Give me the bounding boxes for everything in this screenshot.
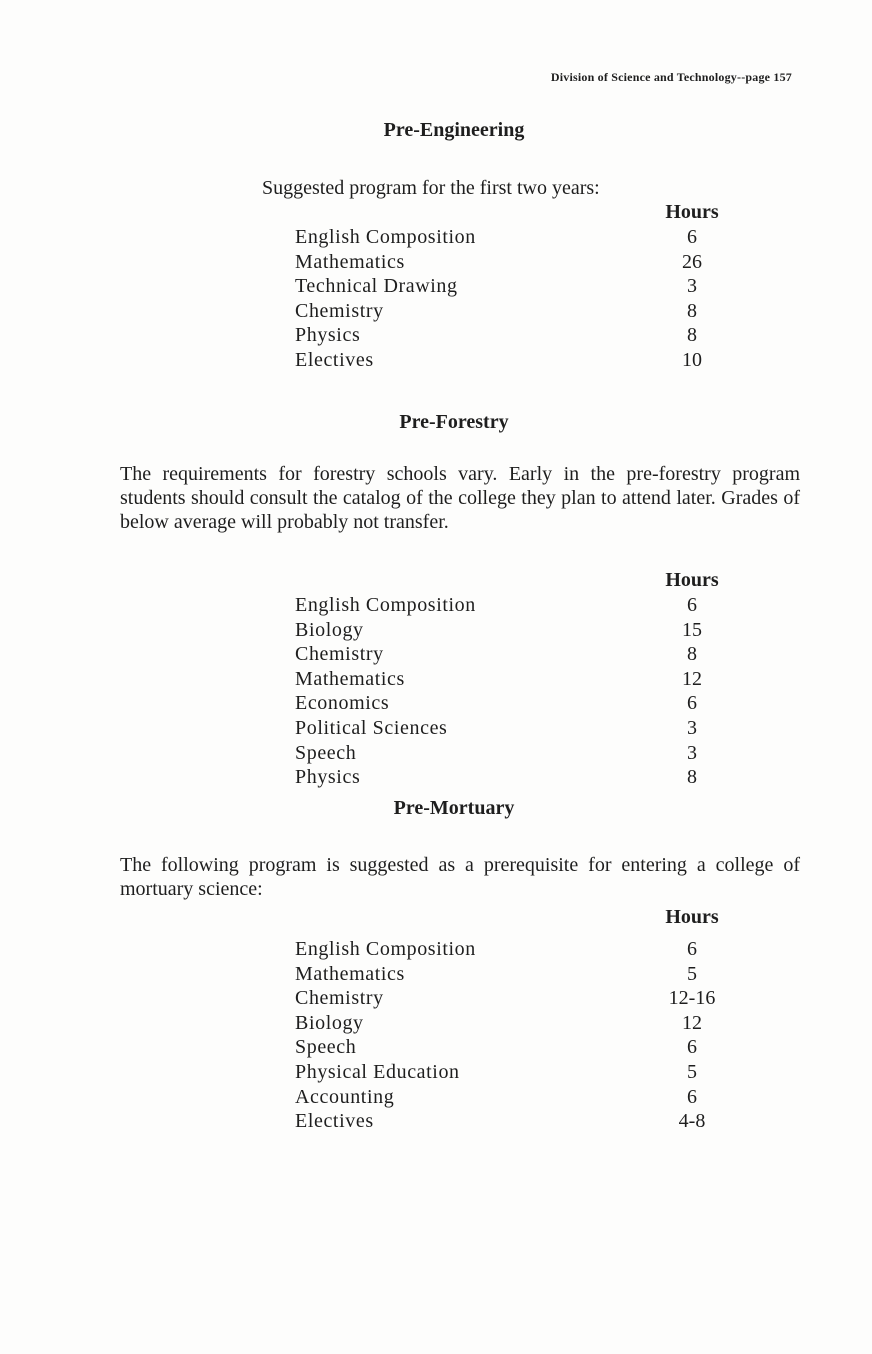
course-hours: 15 (682, 618, 702, 641)
course-name: Physics (295, 766, 361, 789)
course-name: Physics (295, 324, 361, 347)
course-hours: 5 (687, 962, 697, 985)
hours-column-header: Hours (665, 201, 719, 223)
course-row (295, 691, 735, 716)
course-name: Biology (295, 618, 364, 641)
course-name: Mathematics (295, 667, 405, 690)
course-hours: 6 (687, 226, 697, 248)
course-name: Speech (295, 1036, 357, 1059)
section-paragraph-pre-mortuary: The following program is suggested as a prerequisite for entering a college of mortuary science: (120, 854, 800, 900)
course-row (295, 1035, 735, 1060)
course-name: English Composition (295, 594, 476, 616)
course-row (295, 274, 735, 299)
course-hours: 12-16 (668, 987, 716, 1010)
course-name: Biology (295, 1011, 364, 1034)
course-row (295, 1011, 735, 1036)
course-row (295, 1085, 735, 1110)
course-hours: 8 (687, 766, 697, 789)
section-title-pre-forestry: Pre-Forestry (399, 411, 509, 433)
course-row (295, 593, 735, 618)
course-hours: 6 (687, 594, 697, 616)
course-hours: 12 (682, 667, 702, 690)
course-name: Physical Education (295, 1060, 460, 1083)
course-hours: 3 (687, 716, 697, 739)
course-name: Chemistry (295, 987, 384, 1010)
course-hours: 8 (687, 299, 697, 322)
course-row (295, 716, 735, 741)
course-name: Mathematics (295, 962, 405, 985)
course-name: Speech (295, 741, 357, 764)
course-row (295, 741, 735, 766)
course-name: Accounting (295, 1085, 395, 1108)
course-hours: 3 (687, 741, 697, 764)
course-hours: 26 (682, 250, 702, 273)
course-list-pre-mortuary (295, 937, 735, 1134)
section-paragraph-pre-forestry: The requirements for forestry schools vary. Early in the pre-forestry program students should consult the catalog of the college they plan to attend later. Grades of below average will probably not transfer. (120, 463, 800, 533)
section-title-pre-engineering: Pre-Engineering (383, 119, 525, 141)
course-name: Political Sciences (295, 716, 448, 739)
section-intro: Suggested program for the first two years: (262, 177, 600, 199)
hours-column-header: Hours (665, 906, 719, 928)
course-hours: 6 (687, 938, 697, 960)
course-row (295, 1060, 735, 1085)
course-row (295, 348, 735, 373)
course-name: Economics (295, 692, 390, 715)
course-row (295, 667, 735, 692)
course-name: Chemistry (295, 299, 384, 322)
course-name: English Composition (295, 938, 476, 960)
course-hours: 5 (687, 1060, 697, 1083)
course-hours: 8 (687, 643, 697, 666)
course-name: Chemistry (295, 643, 384, 666)
course-row (295, 323, 735, 348)
course-row (295, 642, 735, 667)
section-title-pre-mortuary: Pre-Mortuary (393, 797, 515, 819)
course-hours: 4-8 (678, 1110, 706, 1133)
course-list-pre-engineering (295, 225, 735, 373)
course-name: Technical Drawing (295, 275, 458, 298)
course-hours: 10 (682, 348, 702, 371)
course-hours: 8 (687, 324, 697, 347)
course-hours: 6 (687, 1085, 697, 1108)
course-row (295, 618, 735, 643)
course-row (295, 937, 735, 962)
course-hours: 6 (687, 1036, 697, 1059)
course-row (295, 765, 735, 790)
course-name: Mathematics (295, 250, 405, 273)
course-name: Electives (295, 348, 374, 371)
hours-column-header: Hours (665, 569, 719, 591)
course-row (295, 986, 735, 1011)
course-row (295, 299, 735, 324)
course-row (295, 250, 735, 275)
course-hours: 3 (687, 275, 697, 298)
course-name: Electives (295, 1110, 374, 1133)
running-head: Division of Science and Technology--page 157 (550, 70, 792, 84)
course-name: English Composition (295, 226, 476, 248)
course-hours: 12 (682, 1011, 702, 1034)
course-hours: 6 (687, 692, 697, 715)
course-list-pre-forestry (295, 593, 735, 790)
course-row (295, 962, 735, 987)
course-row (295, 1109, 735, 1134)
course-row (295, 225, 735, 250)
